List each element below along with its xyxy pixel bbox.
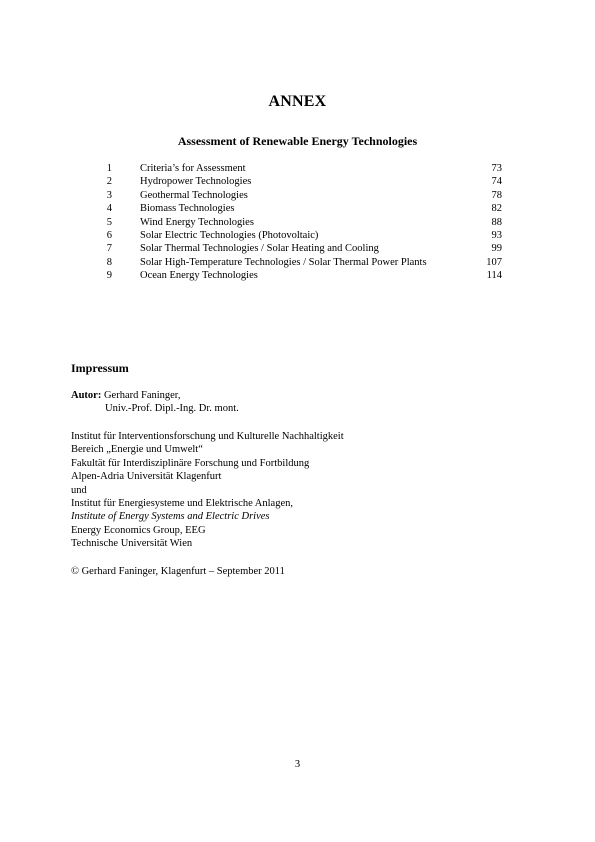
table-of-contents	[100, 162, 502, 283]
author-block	[71, 389, 239, 416]
impressum-heading: Impressum	[71, 361, 129, 375]
toc-title: Solar High-Temperature Technologies / Solar Thermal Power Plants	[140, 256, 427, 268]
toc-row	[100, 256, 502, 269]
toc-number: 1	[106, 163, 112, 174]
copyright-notice: © Gerhard Faninger, Klagenfurt – September 2011	[71, 566, 285, 577]
toc-row	[100, 229, 502, 242]
author-label: Autor:	[71, 390, 102, 401]
toc-row	[100, 162, 502, 175]
toc-row	[100, 242, 502, 255]
page-number: 3	[294, 759, 301, 770]
toc-number: 8	[106, 256, 112, 268]
toc-page-number: 99	[491, 243, 502, 255]
author-name: Gerhard Faninger,	[101, 390, 181, 401]
toc-title: Hydropower Technologies	[140, 176, 252, 188]
toc-title: Solar Thermal Technologies / Solar Heating and Cooling	[140, 243, 379, 255]
toc-row	[100, 216, 502, 229]
toc-page-number: 78	[491, 189, 502, 201]
toc-title: Wind Energy Technologies	[140, 216, 254, 228]
toc-row	[100, 202, 502, 215]
toc-number: 3	[106, 189, 112, 201]
institute-line: Technische Universität Wien	[71, 538, 193, 550]
institute-line: Energy Economics Group, EEG	[71, 524, 206, 536]
toc-title: Geothermal Technologies	[140, 189, 248, 201]
toc-title: Biomass Technologies	[140, 203, 235, 215]
toc-number: 7	[106, 243, 112, 255]
institute-line: Bereich „Energie und Umwelt“	[71, 444, 203, 456]
toc-page-number: 93	[491, 229, 502, 241]
toc-number: 9	[106, 270, 112, 282]
toc-page-number: 114	[486, 270, 502, 282]
toc-row	[100, 189, 502, 202]
institute-line: Alpen-Adria Universität Klagenfurt	[71, 471, 222, 483]
toc-row	[100, 175, 502, 188]
annex-subtitle: Assessment of Renewable Energy Technologies	[177, 134, 418, 148]
toc-number: 6	[106, 229, 112, 241]
toc-page-number: 73	[491, 163, 502, 174]
toc-page-number: 74	[491, 176, 502, 188]
institute-line: Institut für Interventionsforschung und Kulturelle Nachhaltigkeit	[71, 431, 344, 442]
page-title: ANNEX	[268, 93, 327, 110]
institute-line: Fakultät für Interdisziplinäre Forschung und Fortbildung	[71, 457, 310, 469]
toc-title: Criteria’s for Assessment	[140, 163, 246, 174]
institute-line: Institut für Energiesysteme und Elektrische Anlagen,	[71, 498, 294, 510]
institute-line: und	[71, 484, 87, 496]
toc-page-number: 82	[491, 203, 502, 215]
toc-page-number: 107	[486, 256, 502, 268]
toc-title: Ocean Energy Technologies	[140, 270, 258, 282]
toc-title: Solar Electric Technologies (Photovoltaic)	[140, 229, 319, 241]
toc-number: 5	[106, 216, 112, 228]
author-academic-title: Univ.-Prof. Dipl.-Ing. Dr. mont.	[105, 403, 239, 415]
author-line	[71, 389, 239, 402]
toc-page-number: 88	[491, 216, 502, 228]
toc-number: 4	[106, 203, 112, 215]
toc-number: 2	[106, 176, 112, 188]
toc-row	[100, 269, 502, 282]
institute-block	[71, 430, 344, 551]
institute-line: Institute of Energy Systems and Electric Drives	[71, 511, 270, 523]
